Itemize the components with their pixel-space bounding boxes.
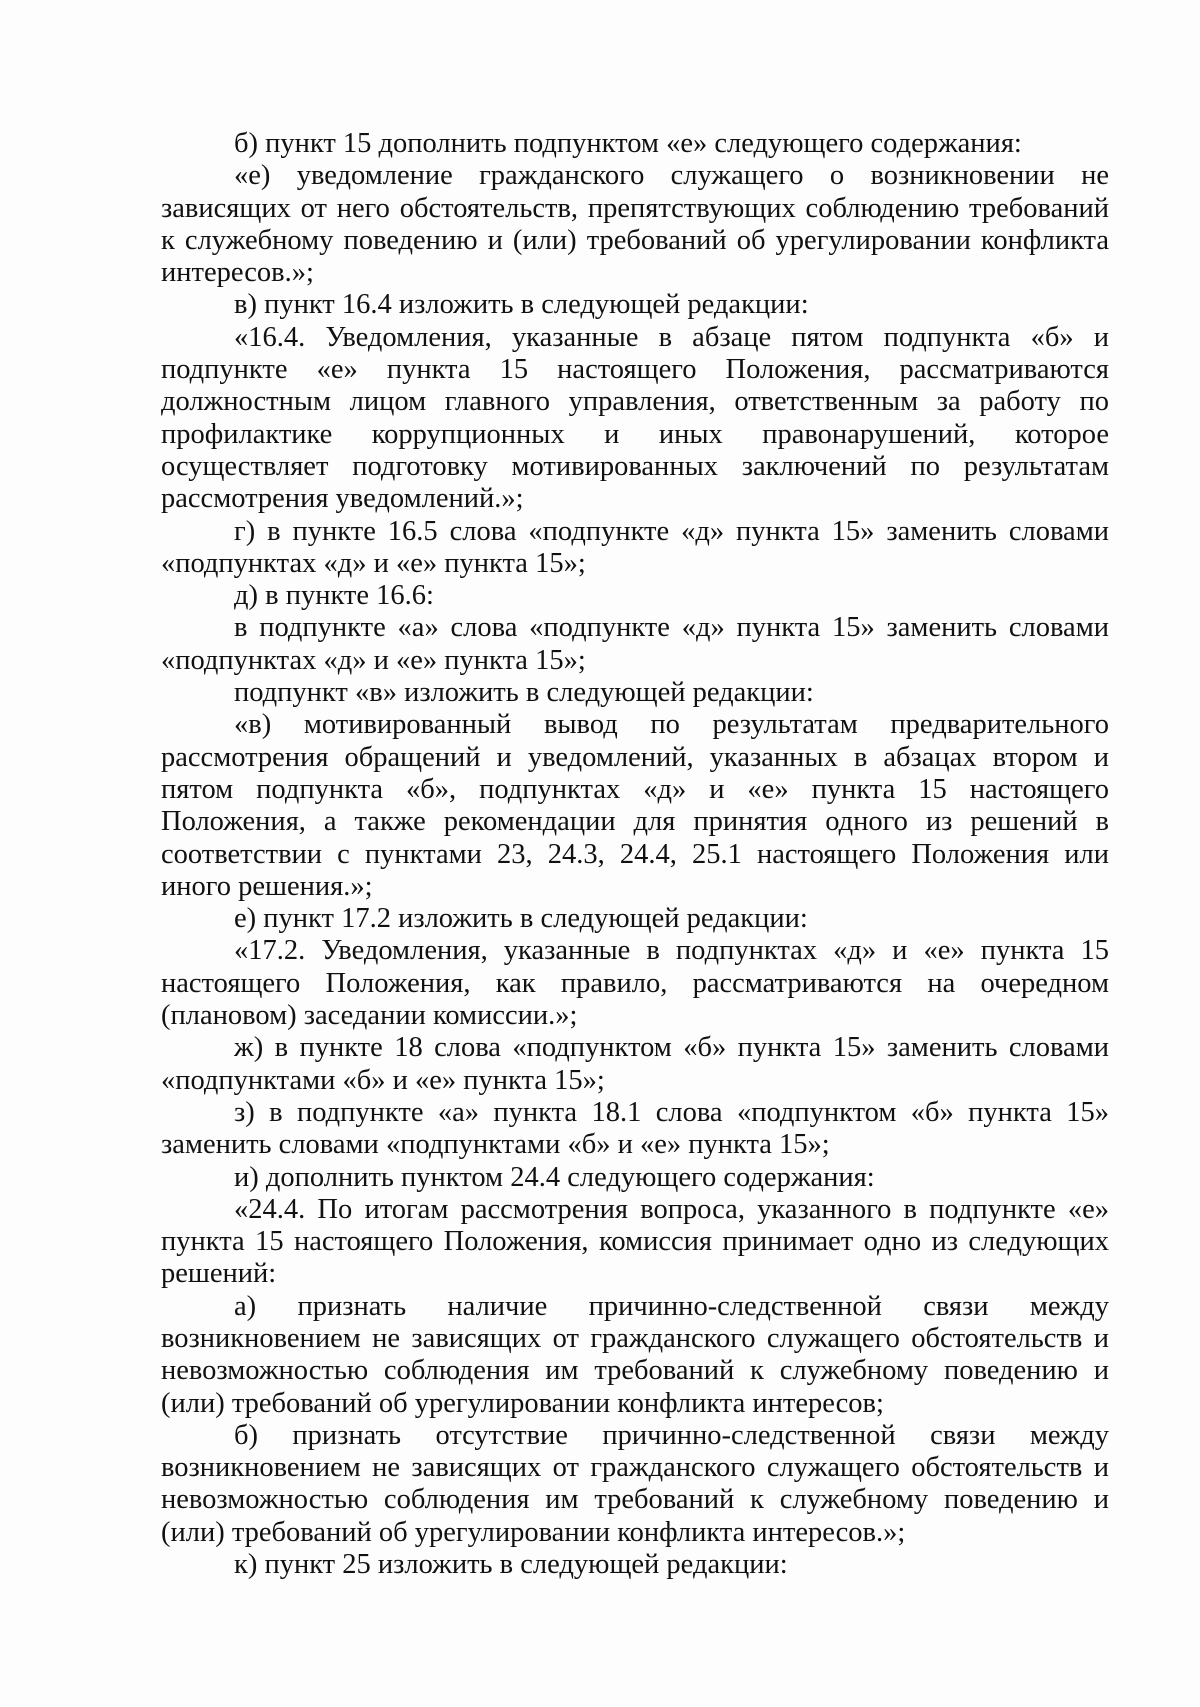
paragraph: б) пункт 15 дополнить подпунктом «е» следующего содержания: <box>234 128 1022 159</box>
paragraph: д) в пункте 16.6: <box>234 580 434 612</box>
paragraph: к) пункт 25 изложить в следующей редакции: <box>234 1549 788 1581</box>
paragraph: з) в подпункте «а» пункта 18.1 слова «подпунктом «б» пункта 15» заменить словами «подпунктами «б» и «е» пункта 15»; <box>161 1096 1109 1161</box>
paragraph: в) пункт 16.4 изложить в следующей редакции: <box>234 289 809 321</box>
paragraph: в подпункте «а» слова «подпункте «д» пункта 15» заменить словами «подпунктах «д» и «е» пункта 15»; <box>161 612 1109 676</box>
paragraph: «17.2. Уведомления, указанные в подпунктах «д» и «е» пункта 15 настоящего Положения, как правило, рассматриваются на очередном (плановом) заседании комиссии.»; <box>161 935 1109 1032</box>
paragraph: «в) мотивированный вывод по результатам предварительного рассмотрения обращений и уведомлений, указанных в абзацах втором и пятом подпункта «б», подпунктах «д» и «е» пункта 15 настоящего Положения, а также рекомендации для принятия одного из решений в соответствии с пунктами 23, 24.3, 24.4, 25.1 настоящего Положения или иного решения.»; <box>161 709 1109 902</box>
paragraph: и) дополнить пунктом 24.4 следующего содержания: <box>234 1161 875 1193</box>
paragraph: е) пункт 17.2 изложить в следующей редакции: <box>234 903 808 935</box>
paragraph: ж) в пункте 18 слова «подпунктом «б» пункта 15» заменить словами «подпунктами «б» и «е» пункта 15»; <box>161 1032 1109 1096</box>
document-body <box>161 128 1109 1581</box>
paragraph: подпункт «в» изложить в следующей редакции: <box>234 677 814 709</box>
paragraph: «16.4. Уведомления, указанные в абзаце пятом подпункта «б» и подпункте «е» пункта 15 настоящего Положения, рассматриваются должностным лицом главного управления, ответственным за работу по профилактике коррупционных и иных правонарушений, которое осуществляет подготовку мотивированных заключений по результатам рассмотрения уведомлений.»; <box>161 321 1109 515</box>
paragraph: «24.4. По итогам рассмотрения вопроса, указанного в подпункте «е» пункта 15 настоящего Положения, комиссия принимает одно из следующих решений: <box>161 1193 1109 1290</box>
paragraph: б) признать отсутствие причинно-следственной связи между возникновением не зависящих от гражданского служащего обстоятельств и невозможностью соблюдения им требований к служебному поведению и (или) требований об урегулировании конфликта интересов.»; <box>161 1419 1109 1548</box>
paragraph: г) в пункте 16.5 слова «подпункте «д» пункта 15» заменить словами «подпунктах «д» и «е» пункта 15»; <box>161 515 1109 579</box>
paragraph: «е) уведомление гражданского служащего о возникновении не зависящих от него обстоятельств, препятствующих соблюдению требований к служебному поведению и (или) требований об урегулировании конфликта интересов.»; <box>161 160 1109 289</box>
paragraph: а) признать наличие причинно-следственной связи между возникновением не зависящих от гражданского служащего обстоятельств и невозможностью соблюдения им требований к служебному поведению и (или) требований об урегулировании конфликта интересов; <box>161 1290 1109 1419</box>
